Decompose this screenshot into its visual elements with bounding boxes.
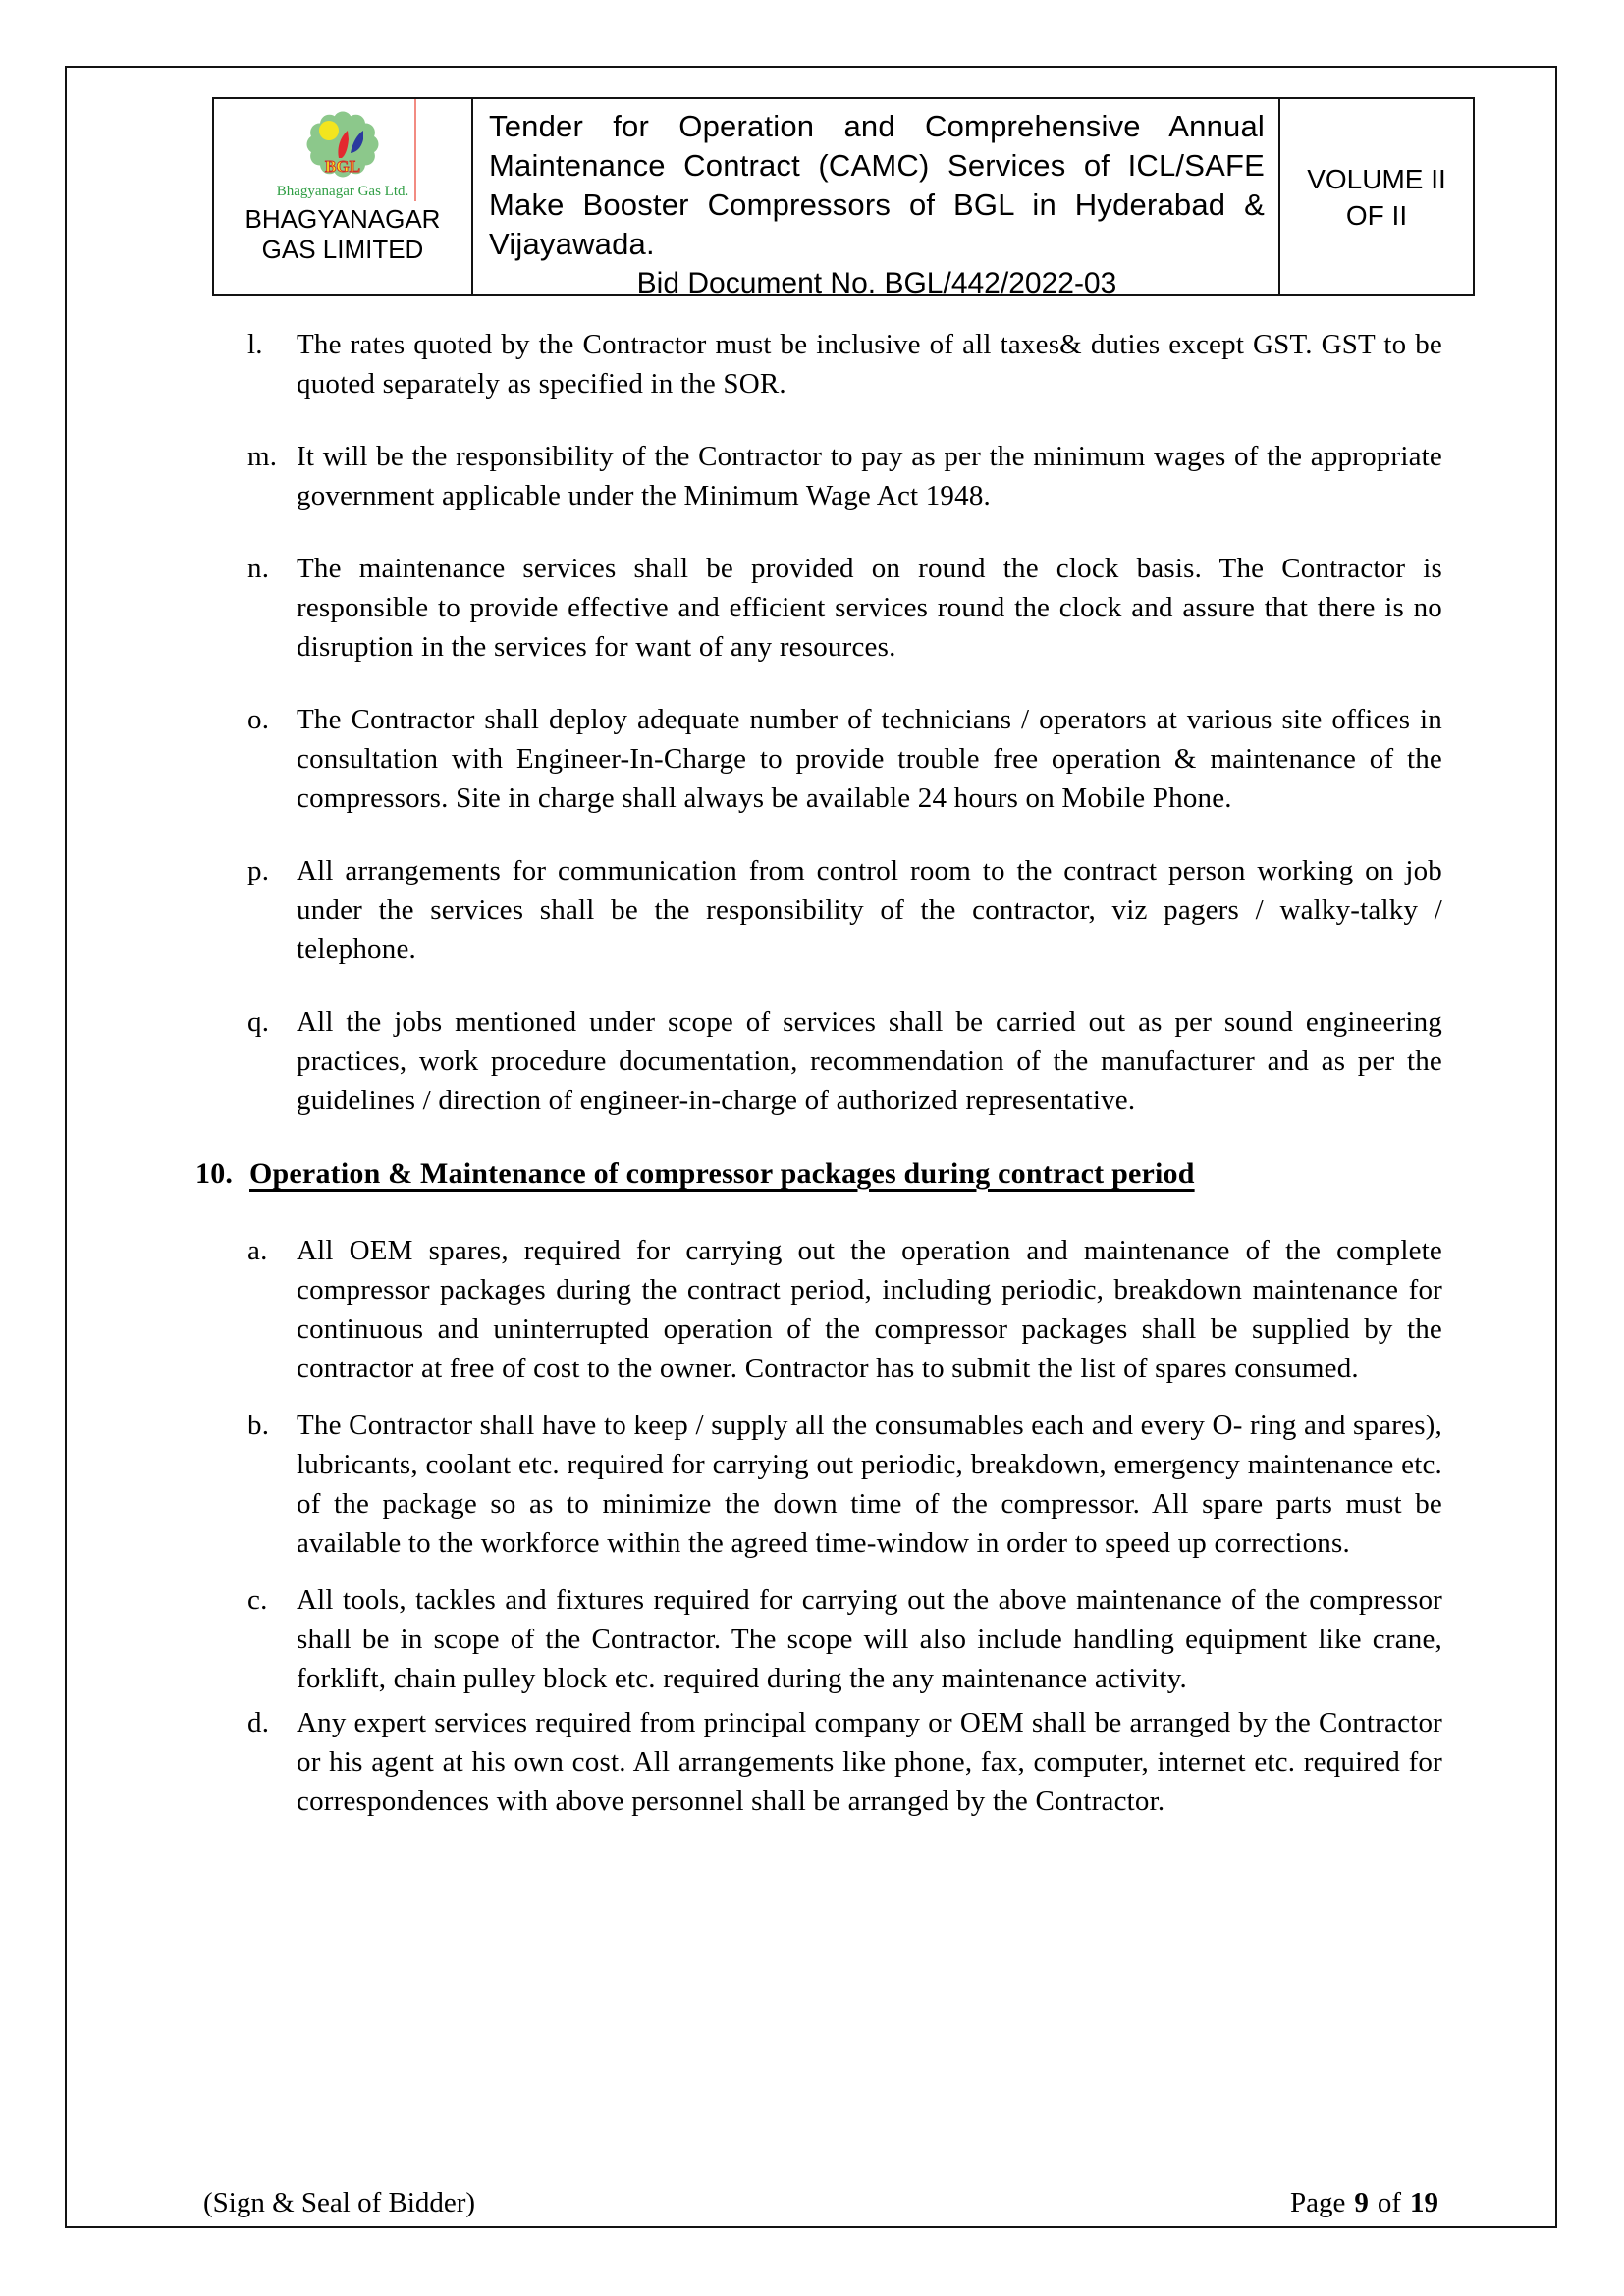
clause-marker: p. xyxy=(247,855,270,886)
clause-item-b xyxy=(247,1406,1442,1563)
page-word: Page xyxy=(1289,2187,1346,2218)
volume-line-1: VOLUME II xyxy=(1307,163,1446,194)
clause-text: All tools, tackles and fixtures required for carrying out the above maintenance of the compressor shall be in scope of the Contractor. The scope will also include handling equipment like crane, forklift, chain pulley block etc. required during the any maintenance activity. xyxy=(297,1584,1442,1694)
section-title: Operation & Maintenance of compressor packages during contract period xyxy=(249,1157,1195,1190)
clause-text: All OEM spares, required for carrying out the operation and maintenance of the complete compressor packages during the contract period, including periodic, breakdown maintenance for continuous and uninterrupted operation of the compressor packages shall be supplied by the contractor at free of cost to the owner. Contractor has to submit the list of spares consumed. xyxy=(297,1235,1442,1384)
tender-title: Tender for Operation and Comprehensive Annual Maintenance Contract (CAMC) Services of ICL/SAFE Make Booster Compressors of BGL in Hyderabad & Vijayawada. xyxy=(489,109,1265,261)
document-body xyxy=(195,325,1442,1821)
section-number: 10. xyxy=(195,1157,234,1190)
page-total: 19 xyxy=(1410,2187,1438,2218)
clause-text: The Contractor shall have to keep / supply all the consumables each and every O- ring and spares), lubricants, coolant etc. required for carrying out periodic, breakdown, emergency maintenance etc. of the package so as to minimize the down time of the compressor. All spare parts must be available to the workforce within the agreed time-window in order to speed up corrections. xyxy=(297,1410,1442,1559)
page-frame xyxy=(65,66,1557,2228)
section-heading xyxy=(195,1153,1442,1195)
clause-text: It will be the responsibility of the Contractor to pay as per the minimum wages of the appropriate government applicable under the Minimum Wage Act 1948. xyxy=(297,441,1442,511)
bid-document-number: Bid Document No. BGL/442/2022-03 xyxy=(636,267,1117,299)
clause-marker: n. xyxy=(247,553,270,584)
red-divider-line xyxy=(414,99,416,201)
clause-marker: m. xyxy=(247,441,278,472)
clause-marker: c. xyxy=(247,1584,268,1616)
clause-item-p xyxy=(247,851,1442,969)
clause-marker: a. xyxy=(247,1235,268,1266)
logo-text: BGL xyxy=(325,157,360,176)
page-footer xyxy=(203,2184,1438,2221)
clause-item-c xyxy=(247,1580,1442,1698)
clause-item-l xyxy=(247,325,1442,403)
clause-item-a xyxy=(247,1231,1442,1388)
page-number-label xyxy=(1290,2184,1438,2221)
clause-item-d xyxy=(247,1703,1442,1821)
clause-item-q xyxy=(247,1002,1442,1120)
bgl-logo-icon xyxy=(302,110,383,183)
company-logo-cell xyxy=(214,99,473,294)
clause-text: The Contractor shall deploy adequate number of technicians / operators at various site offices in consultation with Engineer-In-Charge to provide trouble free operation & maintenance of the compressors. Site in charge shall always be available 24 hours on Mobile Phone. xyxy=(297,704,1442,814)
clause-text: All the jobs mentioned under scope of services shall be carried out as per sound engineering practices, work procedure documentation, recommendation of the manufacturer and as per the guidelines / direction of engineer-in-charge of authorized representative. xyxy=(297,1006,1442,1116)
document-header-table xyxy=(212,97,1475,299)
page-current: 9 xyxy=(1354,2187,1369,2218)
clause-text: The rates quoted by the Contractor must be inclusive of all taxes& duties except GST. GST to be quoted separately as specified in the SOR. xyxy=(297,329,1442,400)
company-name: BHAGYANAGAR GAS LIMITED xyxy=(244,204,441,264)
sun-icon xyxy=(319,121,339,140)
clause-marker: l. xyxy=(247,329,263,360)
clause-item-m xyxy=(247,437,1442,515)
of-word: of xyxy=(1377,2187,1401,2218)
clause-marker: b. xyxy=(247,1410,270,1441)
clause-item-n xyxy=(247,549,1442,667)
clause-marker: o. xyxy=(247,704,270,735)
clause-marker: d. xyxy=(247,1707,270,1738)
sign-seal-label: (Sign & Seal of Bidder) xyxy=(203,2187,476,2218)
volume-line-2: OF II xyxy=(1345,199,1408,231)
clause-text: The maintenance services shall be provided on round the clock basis. The Contractor is responsible to provide effective and efficient services round the clock and assure that there is no disruption in the services for want of any resources. xyxy=(297,553,1442,663)
clause-marker: q. xyxy=(247,1006,270,1038)
logo-caption: Bhagyanagar Gas Ltd. xyxy=(276,184,409,199)
volume-label xyxy=(1280,99,1473,294)
clause-text: All arrangements for communication from control room to the contract person working on job under the services shall be the responsibility of the contractor, viz pagers / walky-talky / telephone. xyxy=(297,855,1442,965)
clause-text: Any expert services required from principal company or OEM shall be arranged by the Contractor or his agent at his own cost. All arrangements like phone, fax, computer, internet etc. required for correspondences with above personnel shall be arranged by the Contractor. xyxy=(297,1707,1442,1817)
tender-title-cell xyxy=(473,99,1280,299)
clause-item-o xyxy=(247,700,1442,818)
